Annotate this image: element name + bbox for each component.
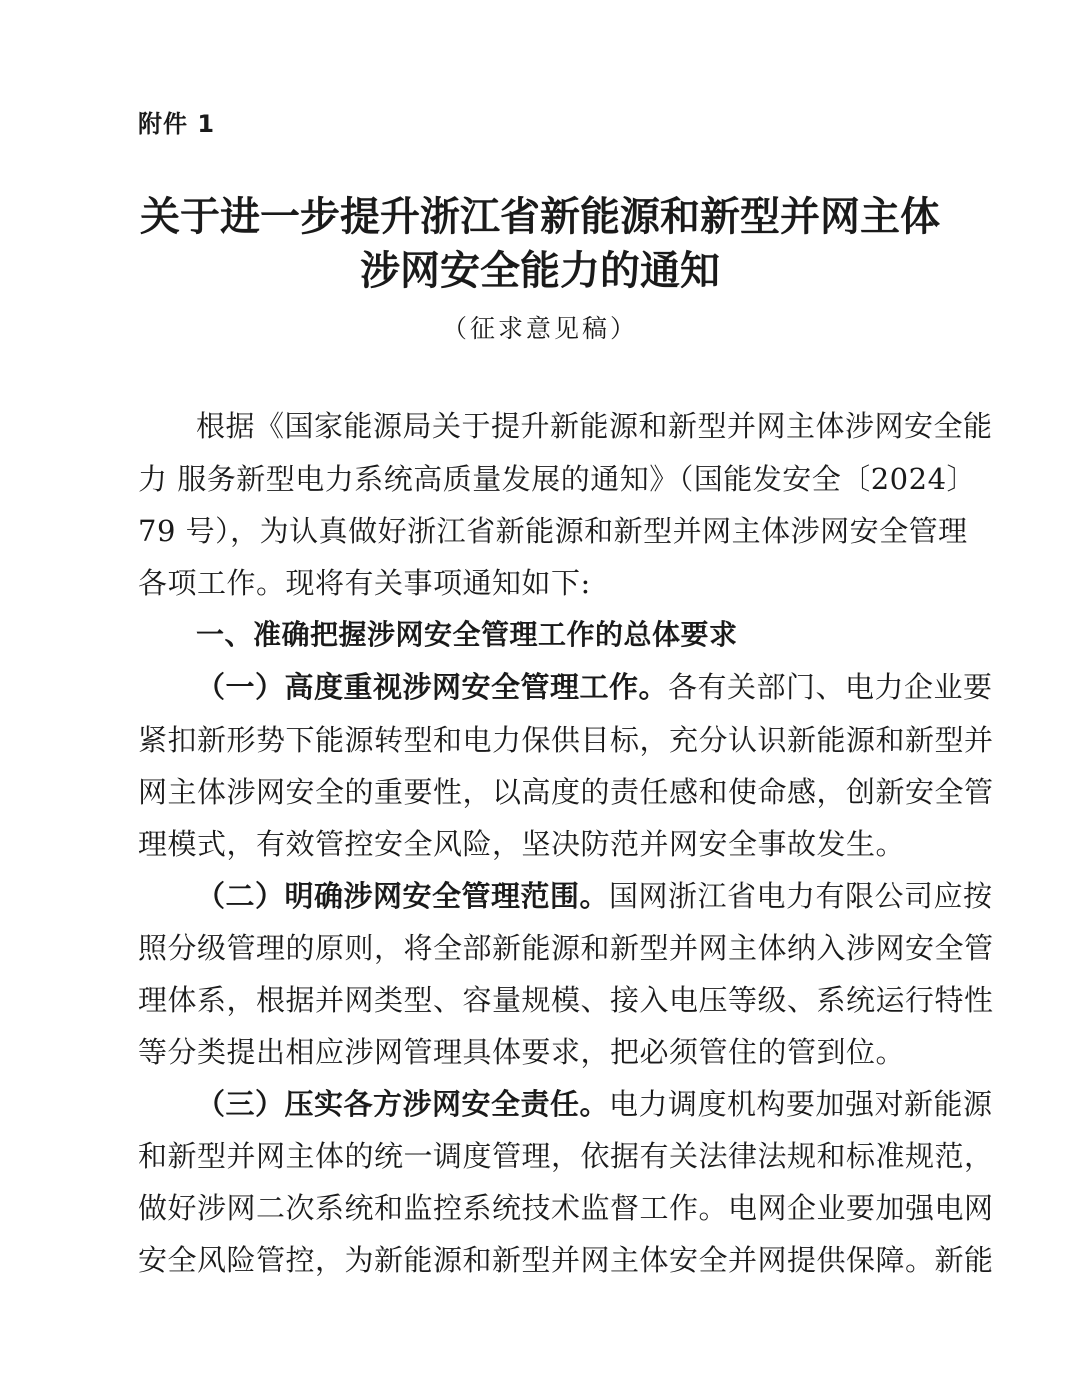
paragraph-line: 和新型并网主体的统一调度管理，依据有关法律法规和标准规范， — [138, 1139, 994, 1173]
paragraph-line: 网主体涉网安全的重要性，以高度的责任感和使命感，创新安全管 — [138, 775, 994, 809]
paragraph-line — [196, 1087, 993, 1121]
paragraph-line: 理体系，根据并网类型、容量规模、接入电压等级、系统运行特性 — [138, 983, 994, 1017]
paragraph-line — [196, 879, 993, 913]
item-lead: （二）明确涉网安全管理范围。 — [196, 879, 610, 913]
paragraph-line: 79 号），为认真做好浙江省新能源和新型并网主体涉网安全管理 — [138, 514, 968, 548]
section-heading: 一、准确把握涉网安全管理工作的总体要求 — [196, 618, 738, 651]
paragraph-line: 紧扣新形势下能源转型和电力保供目标，充分认识新能源和新型并 — [138, 723, 994, 757]
attachment-label: 附件 1 — [138, 110, 216, 138]
paragraph-line: 理模式，有效管控安全风险，坚决防范并网安全事故发生。 — [138, 827, 906, 861]
item-lead: （三）压实各方涉网安全责任。 — [196, 1087, 610, 1121]
paragraph-line: 安全风险管控，为新能源和新型并网主体安全并网提供保障。新能 — [138, 1243, 994, 1277]
paragraph-line: 等分类提出相应涉网管理具体要求，把必须管住的管到位。 — [138, 1035, 906, 1069]
document-title-line-2: 涉网安全能力的通知 — [360, 247, 720, 294]
paragraph-line: 照分级管理的原则，将全部新能源和新型并网主体纳入涉网安全管 — [138, 931, 994, 965]
item-lead: （一）高度重视涉网安全管理工作。 — [196, 670, 669, 704]
paragraph-line: 根据《国家能源局关于提升新能源和新型并网主体涉网安全能 — [196, 409, 993, 443]
document-title-line-1: 关于进一步提升浙江省新能源和新型并网主体 — [140, 193, 940, 240]
document-subtitle: （征求意见稿） — [441, 314, 638, 343]
item-text: 国网浙江省电力有限公司应按 — [609, 879, 993, 913]
paragraph-line: 各项工作。现将有关事项通知如下: — [138, 566, 591, 600]
paragraph-line: 做好涉网二次系统和监控系统技术监督工作。电网企业要加强电网 — [138, 1191, 994, 1225]
item-text: 各有关部门、电力企业要 — [668, 670, 993, 704]
paragraph-line: 力 服务新型电力系统高质量发展的通知》（国能发安全〔2024〕 — [138, 462, 977, 496]
item-text: 电力调度机构要加强对新能源 — [609, 1087, 993, 1121]
paragraph-line — [196, 670, 993, 704]
